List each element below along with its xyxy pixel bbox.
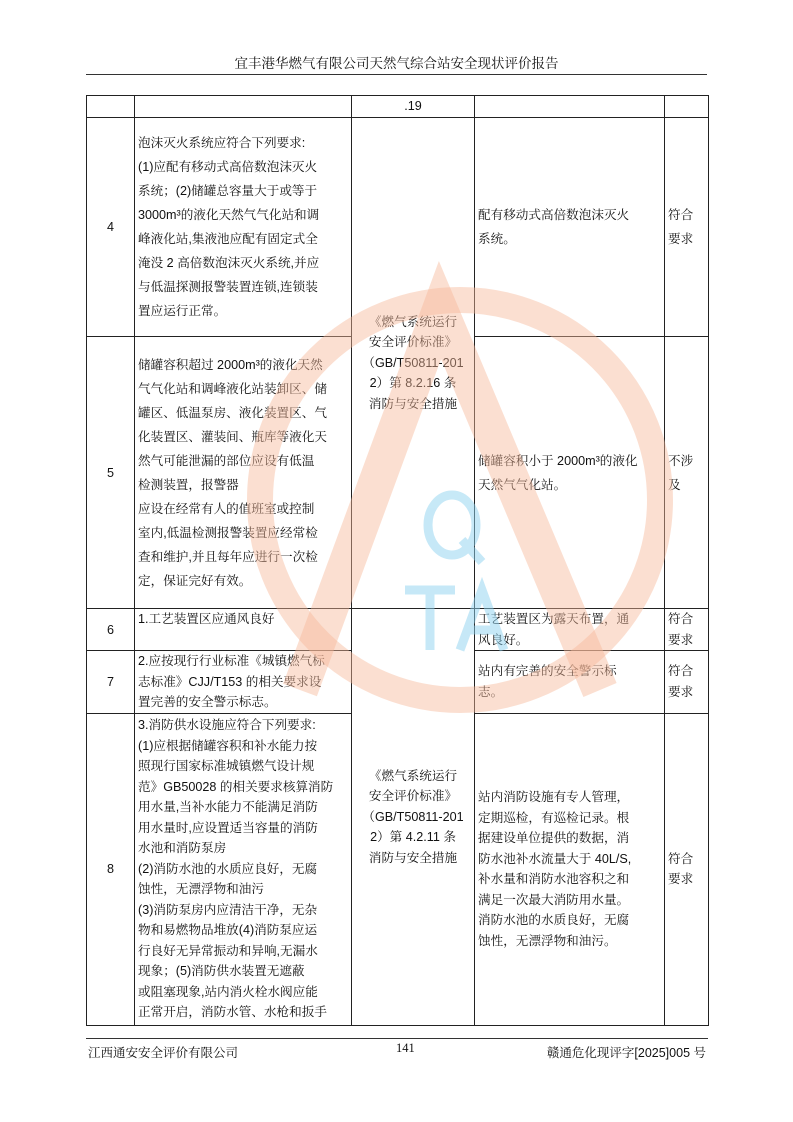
requirement-cell: 2.应按现行行业标准《城镇燃气标 志标准》CJJ/T153 的相关要求设 置完善的安全警示标志。 xyxy=(135,651,352,714)
status-cell: 站内有完善的安全警示标 志。 xyxy=(475,651,665,714)
standard-cell: 《燃气系统运行 安全评价标准》 （GB/T50811-201 2）第 4.2.11 条 消防与安全措施 xyxy=(352,609,475,1026)
requirement-cell: 1.工艺装置区应通风良好 xyxy=(135,609,352,651)
requirement-cell: 3.消防供水设施应符合下列要求: (1)应根据储罐容积和补水能力按 照现行国家标准城镇燃气设计规 范》GB50028 的相关要求核算消防 用水量,当补水能力不能满足消防 用水量时,应设置适当容量的消防 水池和消防泵房 (2)消防水池的水质应良好，无腐 蚀性，无漂浮物和油污 (3)消防泵房内应清洁干净，无杂 物和易燃物品堆放(4)消防泵应运 行良好无异常振动和异响,无漏水 现象；(5)消防供水装置无遮蔽 或阻塞现象,站内消火栓水阀应能 正常开启，消防水管、水枪和扳手 xyxy=(135,713,352,1025)
status-cell: 储罐容积小于 2000m³的液化 天然气气化站。 xyxy=(475,337,665,609)
result-cell: 不涉 及 xyxy=(665,337,709,609)
row-number xyxy=(87,96,135,118)
row-number: 8 xyxy=(87,713,135,1025)
table-row xyxy=(87,96,709,118)
status-cell xyxy=(475,96,665,118)
result-cell xyxy=(665,96,709,118)
status-cell: 工艺装置区为露天布置，通 风良好。 xyxy=(475,609,665,651)
evaluation-table xyxy=(86,95,709,1026)
row-number: 5 xyxy=(87,337,135,609)
page-body xyxy=(86,95,708,1069)
requirement-cell xyxy=(135,96,352,118)
result-cell: 符合 要求 xyxy=(665,713,709,1025)
table-row xyxy=(87,609,709,651)
result-cell: 符合 要求 xyxy=(665,651,709,714)
requirement-cell: 储罐容积超过 2000m³的液化天然 气气化站和调峰液化站装卸区、储 罐区、低温泵房、液化装置区、气 化装置区、灌装间、瓶库等液化天 然气可能泄漏的部位应设有低温 检测装置，报警器 应设在经常有人的值班室或控制 室内,低温检测报警装置应经常检 查和维护,并且每年应进行一次检 定，保证完好有效。 xyxy=(135,337,352,609)
table-row xyxy=(87,118,709,337)
footer-doc-number: 赣通危化现评字[2025]005 号 xyxy=(546,1045,706,1060)
page-number: 141 xyxy=(396,1040,415,1055)
status-cell: 站内消防设施有专人管理， 定期巡检，有巡检记录。根 据建设单位提供的数据，消 防水池补水流量大于 40L/S, 补水量和消防水池容积之和 满足一次最大消防用水量。 消防水池的水质良好，无腐 蚀性，无漂浮物和油污。 xyxy=(475,713,665,1025)
status-cell: 配有移动式高倍数泡沫灭火 系统。 xyxy=(475,118,665,337)
result-cell: 符合 要求 xyxy=(665,118,709,337)
row-number: 4 xyxy=(87,118,135,337)
standard-cell: 《燃气系统运行 安全评价标准》 （GB/T50811-201 2）第 8.2.16 条 消防与安全措施 xyxy=(352,118,475,609)
footer-company: 江西通安安全评价有限公司 xyxy=(88,1045,239,1060)
requirement-cell: 泡沫灭火系统应符合下列要求: (1)应配有移动式高倍数泡沫灭火 系统；(2)储罐总容量大于或等于 3000m³的液化天然气气化站和调 峰液化站,集液池应配有固定式全 淹没 2 高倍数泡沫灭火系统,并应 与低温探测报警装置连锁,连锁装 置应运行正常。 xyxy=(135,118,352,337)
row-number: 6 xyxy=(87,609,135,651)
result-cell: 符合 要求 xyxy=(665,609,709,651)
standard-cell: .19 xyxy=(352,96,475,118)
page-header-title: 宜丰港华燃气有限公司天然气综合站安全现状评价报告 xyxy=(234,56,559,71)
header-divider xyxy=(86,74,707,75)
row-number: 7 xyxy=(87,651,135,714)
page-footer xyxy=(86,1038,708,1069)
